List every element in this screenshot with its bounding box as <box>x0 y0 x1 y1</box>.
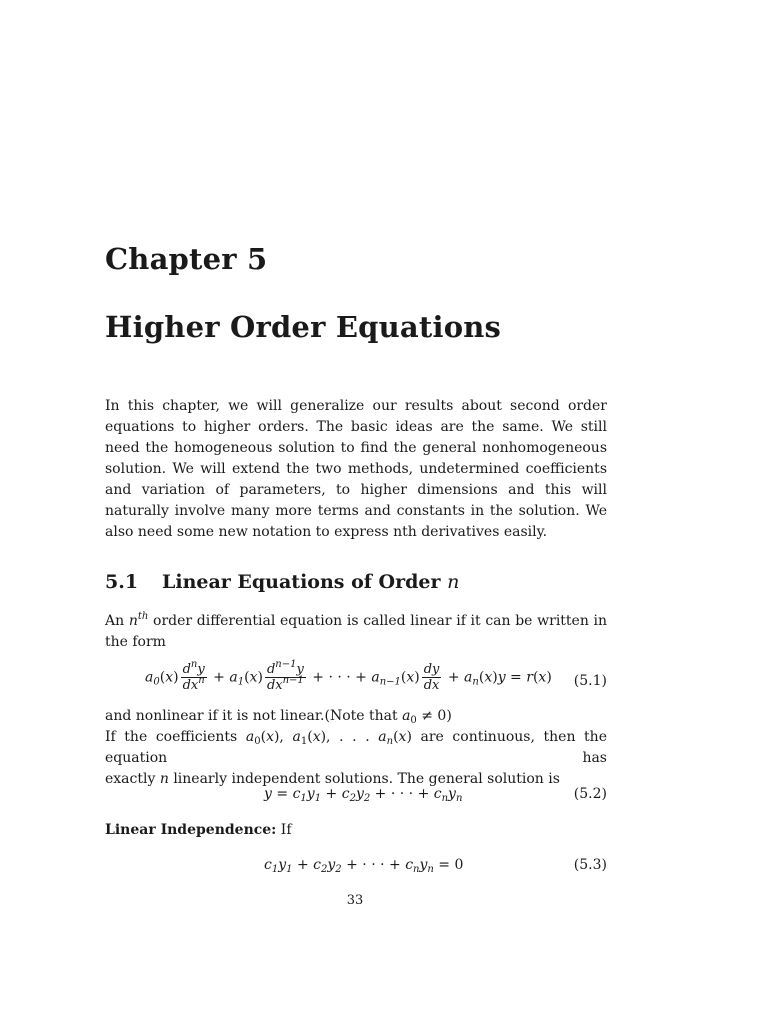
linear-independence-line: Linear Independence: If <box>105 822 292 838</box>
section-title: Linear Equations of Order <box>162 571 441 593</box>
equation-number: (5.3) <box>573 857 607 873</box>
equation-5-3 <box>105 857 607 877</box>
para1-an: An <box>105 613 125 629</box>
equation-number: (5.2) <box>573 786 607 802</box>
coefficients-paragraph <box>105 706 607 790</box>
para2-line2: If the coefficients $a_0(x)$, $a_1(x)$, . . . $a_n(x)$ are continuous, then the equation has <box>105 729 607 766</box>
equation-5-3-body: $c_1y_1 + c_2y_2$ + · · · + $c_ny_n = 0$ <box>264 857 464 875</box>
equation-5-1 <box>105 659 607 702</box>
equation-number: (5.1) <box>573 673 607 689</box>
equation-5-2-body: $y = c_1y_1 + c_2y_2$ + · · · + $c_ny_n$ <box>264 786 463 804</box>
equation-5-2 <box>105 786 607 806</box>
section-heading <box>105 571 459 593</box>
section-symbol: n <box>447 571 460 593</box>
para2-line3: exactly n linearly independent solutions. The general solution is <box>105 771 560 787</box>
section-number: 5.1 <box>105 571 139 593</box>
linear-independence-label: Linear Independence: <box>105 822 277 838</box>
page-number: 33 <box>346 893 364 908</box>
chapter-label: Chapter 5 <box>105 242 268 276</box>
intro-paragraph: In this chapter, we will generalize our results about second order equations to higher orders. The basic ideas are the same. We still need the homogeneous solution to find the general nonhomogeneous solution. We will extend the two methods, undetermined coefficients and variation of parameters, to higher dimensions and this will naturally involve many more terms and constants in the solution. We also need some new notation to express nth derivatives easily. <box>105 398 607 540</box>
para2-line1: and nonlinear if it is not linear.(Note that $a_0 \ne 0$) <box>105 708 452 726</box>
equation-5-1-body: $a_0(x)$ $\frac{d^ny}{dx^n}$ + $a_1(x)$ $\frac{d^{n-1}y}{dx^{n-1}}$ + · · · + $a_{n-1}(x)$ $\frac{dy}{dx}$ + $a_n(x)y = r(x)$ <box>145 659 552 693</box>
para1-th: th <box>137 611 149 622</box>
chapter-title: Higher Order Equations <box>105 310 502 344</box>
para1-n: n <box>128 613 138 629</box>
para1-rest: order differential equation is called linear if it can be written in the form <box>105 613 608 650</box>
definition-paragraph <box>105 611 607 653</box>
